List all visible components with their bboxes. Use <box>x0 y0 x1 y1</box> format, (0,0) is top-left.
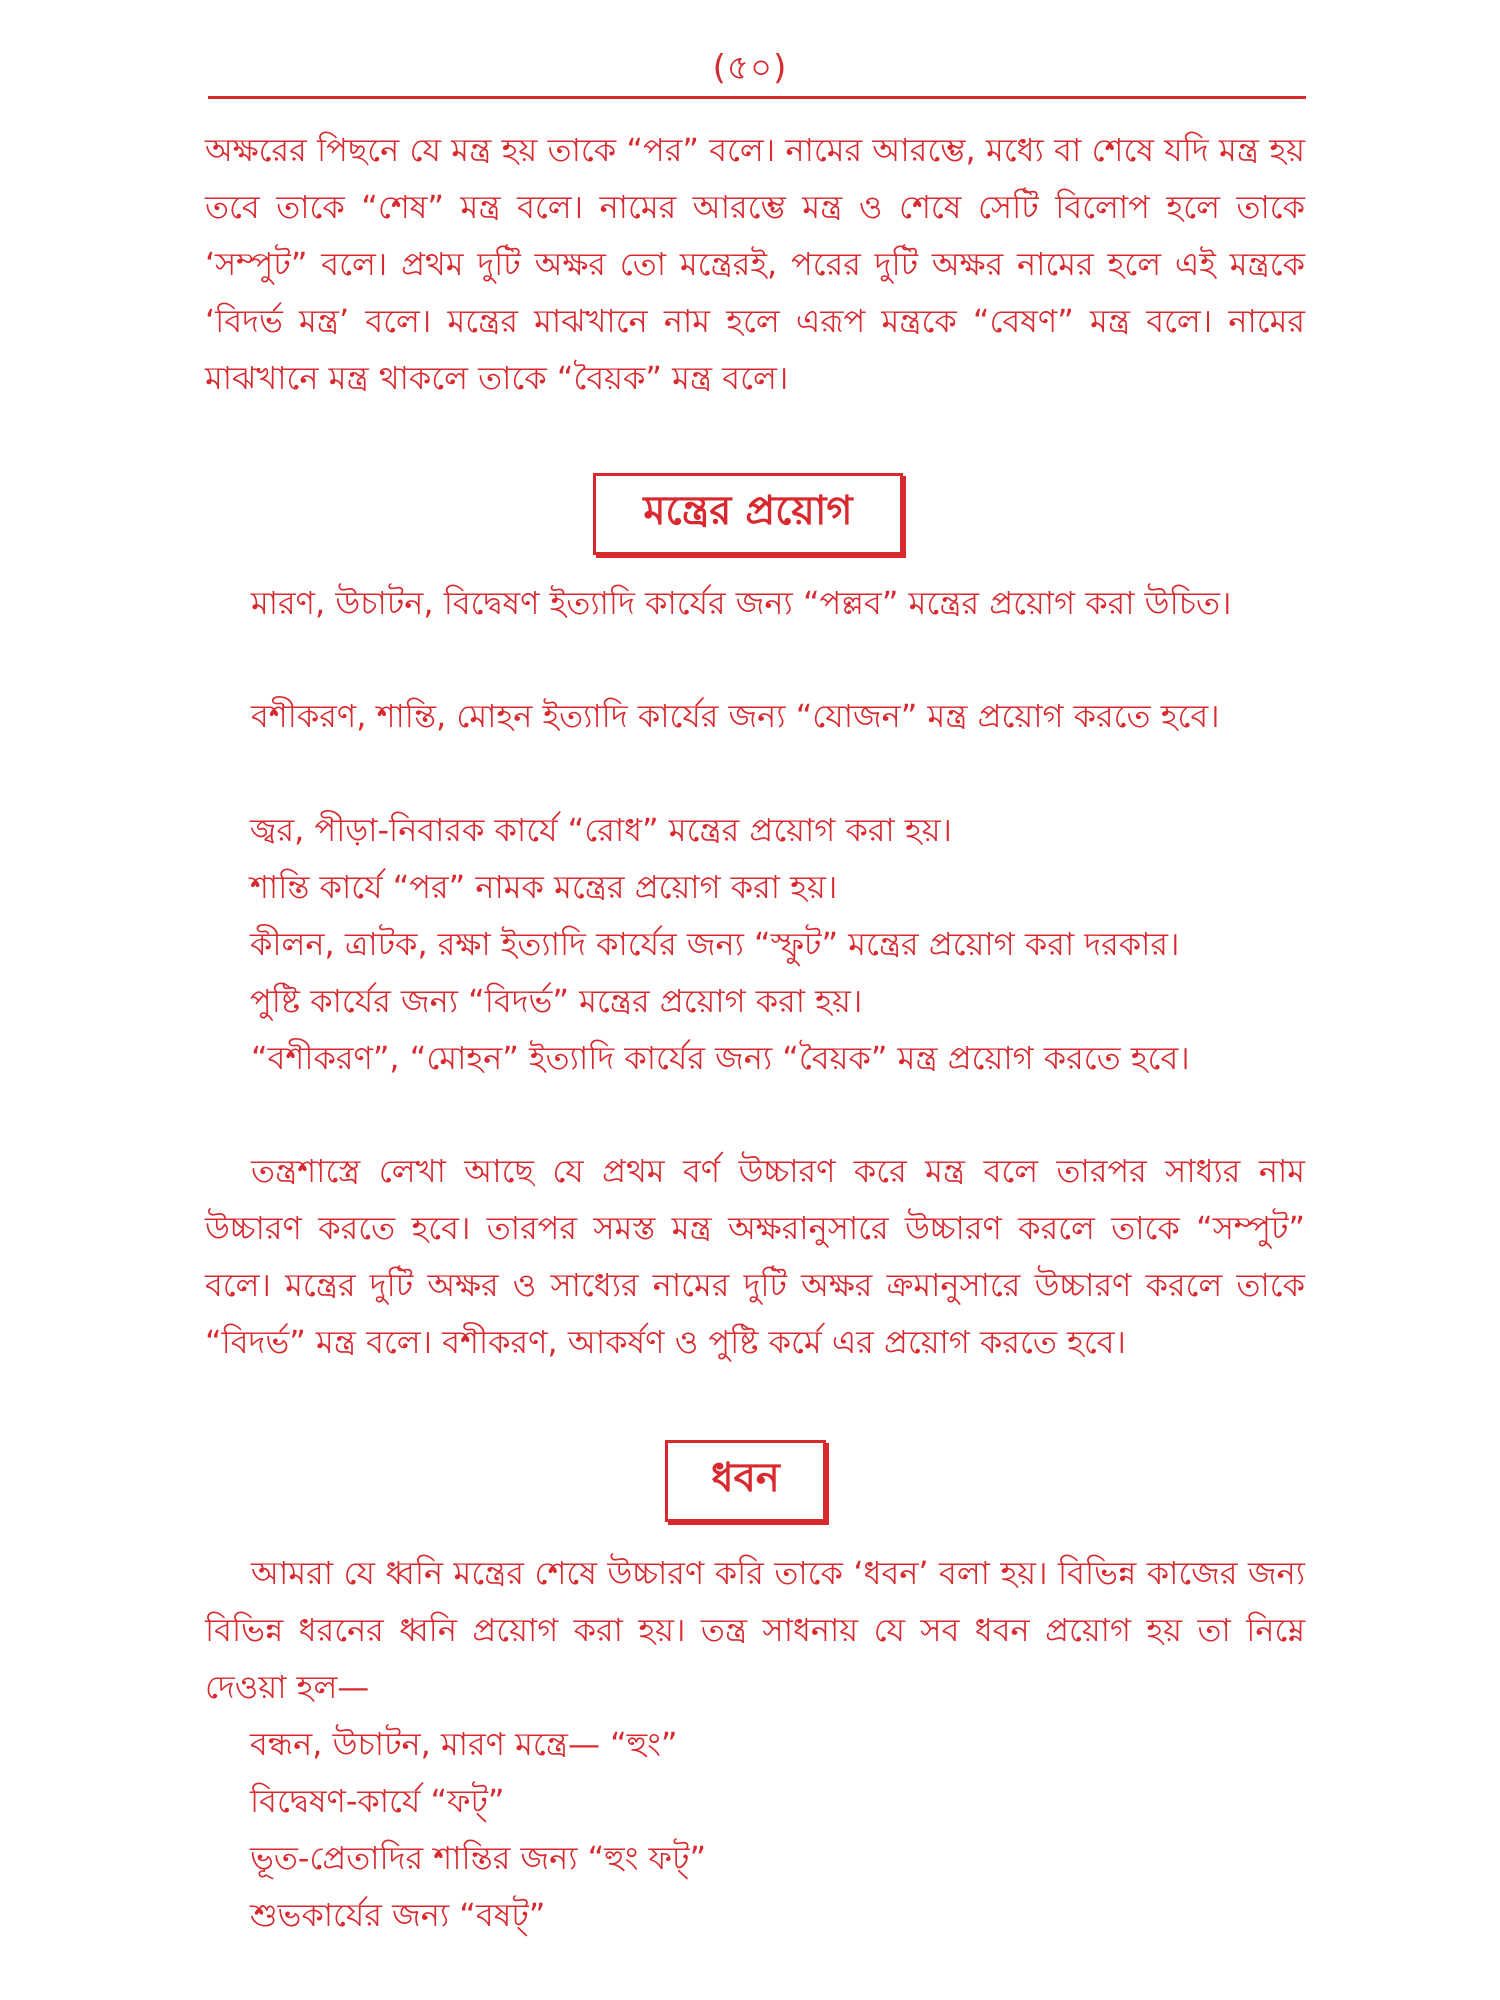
paragraph-pallab: মারণ, উচাটন, বিদ্বেষণ ইত্যাদি কার্যের জন্য “পল্লব” মন্ত্রের প্রয়োগ করা উচিত। <box>251 584 1232 622</box>
list-item-bidweshan: বিদ্বেষণ-কার্যে “ফট্” <box>250 1782 505 1820</box>
section-heading-text: ধবন <box>711 1455 780 1501</box>
page-number: (৫০) <box>712 48 788 88</box>
section-heading-mantra-application <box>593 473 903 555</box>
intro-paragraph: অক্ষরের পিছনে যে মন্ত্র হয় তাকে “পর” বলে। নামের আরম্ভে, মধ্যে বা শেষে যদি মন্ত্র হয় তবে তাকে “শেষ” মন্ত্র বলে। নামের আরম্ভে মন্ত্র ও শেষে সেটি বিলোপ হলে তাকে ‘সম্পুট” বলে। প্রথম দুটি অক্ষর তো মন্ত্রেরই, পরের দুটি অক্ষর নামের হলে এই মন্ত্রকে ‘বিদর্ভ মন্ত্র’ বলে। মন্ত্রের মাঝখানে নাম হলে এরূপ মন্ত্রকে “বেষণ” মন্ত্র বলে। নামের মাঝখানে মন্ত্র থাকলে তাকে “বৈয়ক” মন্ত্র বলে। <box>205 131 1305 397</box>
list-item-bandhan: বন্ধন, উচাটন, মারণ মন্ত্রে— “হুং” <box>250 1725 678 1763</box>
section-heading-dhaban <box>665 1440 826 1522</box>
paragraph-yojan: বশীকরণ, শান্তি, মোহন ইত্যাদি কার্যের জন্য “যোজন” মন্ত্র প্রয়োগ করতে হবে। <box>251 697 1220 735</box>
header-rule <box>208 96 1306 99</box>
paragraph-baiyak: “বশীকরণ”, “মোহন” ইত্যাদি কার্যের জন্য “বৈয়ক” মন্ত্র প্রয়োগ করতে হবে। <box>251 1039 1190 1077</box>
list-item-bhut-pret: ভূত-প্রেতাদির শান্তির জন্য “হুং ফট্” <box>250 1839 707 1877</box>
paragraph-rodh: জ্বর, পীড়া-নিবারক কার্যে “রোধ” মন্ত্রের প্রয়োগ করা হয়। <box>250 811 952 849</box>
paragraph-vidarbha: পুষ্টি কার্যের জন্য “বিদর্ভ” মন্ত্রের প্রয়োগ করা হয়। <box>250 982 863 1020</box>
paragraph-par: শান্তি কার্যে “পর” নামক মন্ত্রের প্রয়োগ করা হয়। <box>250 868 838 906</box>
paragraph-tantrashastra: তন্ত্রশাস্ত্রে লেখা আছে যে প্রথম বর্ণ উচ্চারণ করে মন্ত্র বলে তারপর সাধ্যর নাম উচ্চারণ করতে হবে। তারপর সমস্ত মন্ত্র অক্ষরানুসারে উচ্চারণ করলে তাকে “সম্পুট” বলে। মন্ত্রের দুটি অক্ষর ও সাধ্যের নামের দুটি অক্ষর ক্রমানুসারে উচ্চারণ করলে তাকে “বিদর্ভ” মন্ত্র বলে। বশীকরণ, আকর্ষণ ও পুষ্টি কর্মে এর প্রয়োগ করতে হবে। <box>205 1152 1305 1361</box>
list-item-shubhakarya: শুভকার্যের জন্য “বষট্” <box>250 1896 546 1934</box>
section-heading-text: মন্ত্রের প্রয়োগ <box>643 488 853 534</box>
paragraph-dhaban-intro: আমরা যে ধ্বনি মন্ত্রের শেষে উচ্চারণ করি তাকে ‘ধবন’ বলা হয়। বিভিন্ন কাজের জন্য বিভিন্ন ধরনের ধ্বনি প্রয়োগ করা হয়। তন্ত্র সাধনায় যে সব ধবন প্রয়োগ হয় তা নিম্নে দেওয়া হল— <box>205 1554 1305 1706</box>
paragraph-sphut: কীলন, ত্রাটক, রক্ষা ইত্যাদি কার্যের জন্য “স্ফুট” মন্ত্রের প্রয়োগ করা দরকার। <box>250 925 1180 963</box>
